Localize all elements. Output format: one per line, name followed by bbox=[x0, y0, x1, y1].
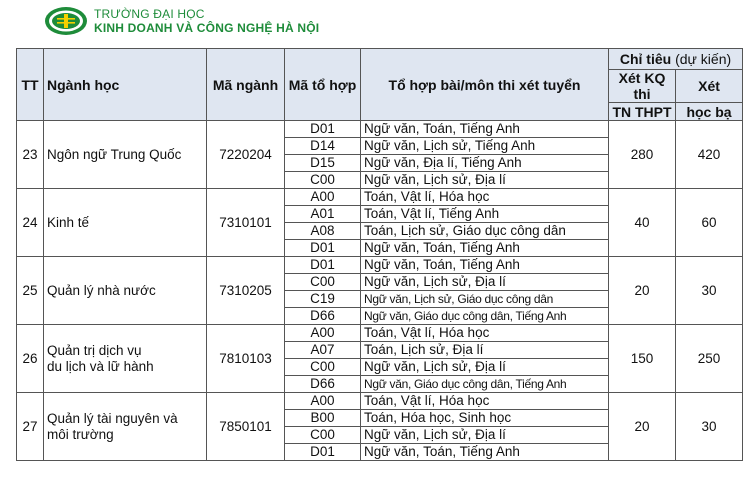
header-major: Ngành học bbox=[44, 49, 207, 121]
table-row bbox=[17, 393, 743, 410]
header-quota bbox=[609, 49, 743, 70]
combo-code: A00 bbox=[285, 189, 361, 206]
quota-hocba: 30 bbox=[676, 257, 743, 325]
combo-code: D01 bbox=[285, 121, 361, 138]
header-thpt-line2: TN THPT bbox=[609, 103, 676, 121]
row-tt: 25 bbox=[17, 257, 44, 325]
row-major-code: 7220204 bbox=[207, 121, 285, 189]
quota-thpt: 150 bbox=[609, 325, 676, 393]
quota-hocba: 60 bbox=[676, 189, 743, 257]
school-name-line2: KINH DOANH VÀ CÔNG NGHỆ HÀ NỘI bbox=[94, 21, 320, 35]
combo-subjects: Toán, Vật lí, Tiếng Anh bbox=[361, 206, 609, 223]
header-thpt-line1: Xét KQ thi bbox=[609, 70, 676, 103]
university-logo-icon bbox=[44, 6, 88, 36]
combo-subjects: Ngữ văn, Địa lí, Tiếng Anh bbox=[361, 155, 609, 172]
combo-code: A00 bbox=[285, 393, 361, 410]
row-major-name bbox=[44, 257, 207, 325]
row-tt: 23 bbox=[17, 121, 44, 189]
combo-code: C00 bbox=[285, 274, 361, 291]
row-major-code: 7850101 bbox=[207, 393, 285, 461]
header-subjects: Tổ hợp bài/môn thi xét tuyển bbox=[361, 49, 609, 121]
combo-subjects: Ngữ văn, Giáo dục công dân, Tiếng Anh bbox=[361, 308, 609, 325]
row-major-name bbox=[44, 121, 207, 189]
quota-hocba: 420 bbox=[676, 121, 743, 189]
major-name-line: Quản lý nhà nước bbox=[47, 282, 156, 298]
combo-code: A08 bbox=[285, 223, 361, 240]
header-hocba-line1: Xét bbox=[676, 70, 743, 103]
combo-code: C00 bbox=[285, 427, 361, 444]
header-combo-code: Mã tổ hợp bbox=[285, 49, 361, 121]
row-major-code: 7310205 bbox=[207, 257, 285, 325]
combo-subjects: Ngữ văn, Lịch sử, Địa lí bbox=[361, 274, 609, 291]
combo-subjects: Ngữ văn, Toán, Tiếng Anh bbox=[361, 240, 609, 257]
table-row bbox=[17, 121, 743, 138]
quota-thpt: 40 bbox=[609, 189, 676, 257]
quota-hocba: 250 bbox=[676, 325, 743, 393]
quota-hocba: 30 bbox=[676, 393, 743, 461]
row-major-name bbox=[44, 325, 207, 393]
combo-subjects: Toán, Vật lí, Hóa học bbox=[361, 189, 609, 206]
header-tt: TT bbox=[17, 49, 44, 121]
header-major-code: Mã ngành bbox=[207, 49, 285, 121]
quota-thpt: 20 bbox=[609, 257, 676, 325]
combo-subjects: Ngữ văn, Giáo dục công dân, Tiếng Anh bbox=[361, 376, 609, 393]
major-name-line: Kinh tế bbox=[47, 214, 90, 230]
combo-subjects: Ngữ văn, Lịch sử, Địa lí bbox=[361, 359, 609, 376]
school-name bbox=[94, 7, 319, 35]
header-quota-note: (dự kiến) bbox=[675, 51, 732, 67]
table-row bbox=[17, 257, 743, 274]
admission-table bbox=[16, 48, 743, 461]
row-major-name bbox=[44, 393, 207, 461]
table-row bbox=[17, 325, 743, 342]
row-major-name bbox=[44, 189, 207, 257]
combo-code: D66 bbox=[285, 308, 361, 325]
row-major-code: 7310101 bbox=[207, 189, 285, 257]
combo-subjects: Ngữ văn, Lịch sử, Giáo dục công dân bbox=[361, 291, 609, 308]
combo-subjects: Ngữ văn, Toán, Tiếng Anh bbox=[361, 257, 609, 274]
combo-code: A01 bbox=[285, 206, 361, 223]
row-tt: 26 bbox=[17, 325, 44, 393]
combo-code: D01 bbox=[285, 257, 361, 274]
combo-code: D01 bbox=[285, 240, 361, 257]
combo-code: D15 bbox=[285, 155, 361, 172]
major-name-line: môi trường bbox=[47, 426, 114, 442]
combo-subjects: Ngữ văn, Toán, Tiếng Anh bbox=[361, 121, 609, 138]
combo-code: C19 bbox=[285, 291, 361, 308]
combo-subjects: Ngữ văn, Toán, Tiếng Anh bbox=[361, 444, 609, 461]
combo-code: C00 bbox=[285, 359, 361, 376]
combo-code: D01 bbox=[285, 444, 361, 461]
combo-subjects: Toán, Hóa học, Sinh học bbox=[361, 410, 609, 427]
combo-subjects: Toán, Lịch sử, Địa lí bbox=[361, 342, 609, 359]
header-quota-label: Chỉ tiêu bbox=[619, 51, 672, 67]
combo-subjects: Toán, Vật lí, Hóa học bbox=[361, 325, 609, 342]
major-name-line: Quản lý tài nguyên và bbox=[47, 410, 178, 426]
header-hocba-line2: học bạ bbox=[676, 103, 743, 121]
school-name-line1: TRƯỜNG ĐẠI HỌC bbox=[94, 7, 205, 21]
combo-subjects: Toán, Lịch sử, Giáo dục công dân bbox=[361, 223, 609, 240]
combo-code: A07 bbox=[285, 342, 361, 359]
major-name-line: du lịch và lữ hành bbox=[47, 358, 154, 374]
table-body bbox=[17, 121, 743, 461]
combo-subjects: Ngữ văn, Lịch sử, Địa lí bbox=[361, 172, 609, 189]
major-name-line: Ngôn ngữ Trung Quốc bbox=[47, 146, 182, 162]
combo-code: B00 bbox=[285, 410, 361, 427]
combo-code: D66 bbox=[285, 376, 361, 393]
combo-code: D14 bbox=[285, 138, 361, 155]
combo-subjects: Toán, Vật lí, Hóa học bbox=[361, 393, 609, 410]
combo-code: A00 bbox=[285, 325, 361, 342]
page-header bbox=[44, 4, 319, 38]
quota-thpt: 280 bbox=[609, 121, 676, 189]
row-tt: 24 bbox=[17, 189, 44, 257]
table-row bbox=[17, 189, 743, 206]
combo-subjects: Ngữ văn, Lịch sử, Tiếng Anh bbox=[361, 138, 609, 155]
row-major-code: 7810103 bbox=[207, 325, 285, 393]
quota-thpt: 20 bbox=[609, 393, 676, 461]
row-tt: 27 bbox=[17, 393, 44, 461]
combo-code: C00 bbox=[285, 172, 361, 189]
major-name-line: Quản trị dịch vụ bbox=[47, 342, 142, 358]
combo-subjects: Ngữ văn, Lịch sử, Địa lí bbox=[361, 427, 609, 444]
